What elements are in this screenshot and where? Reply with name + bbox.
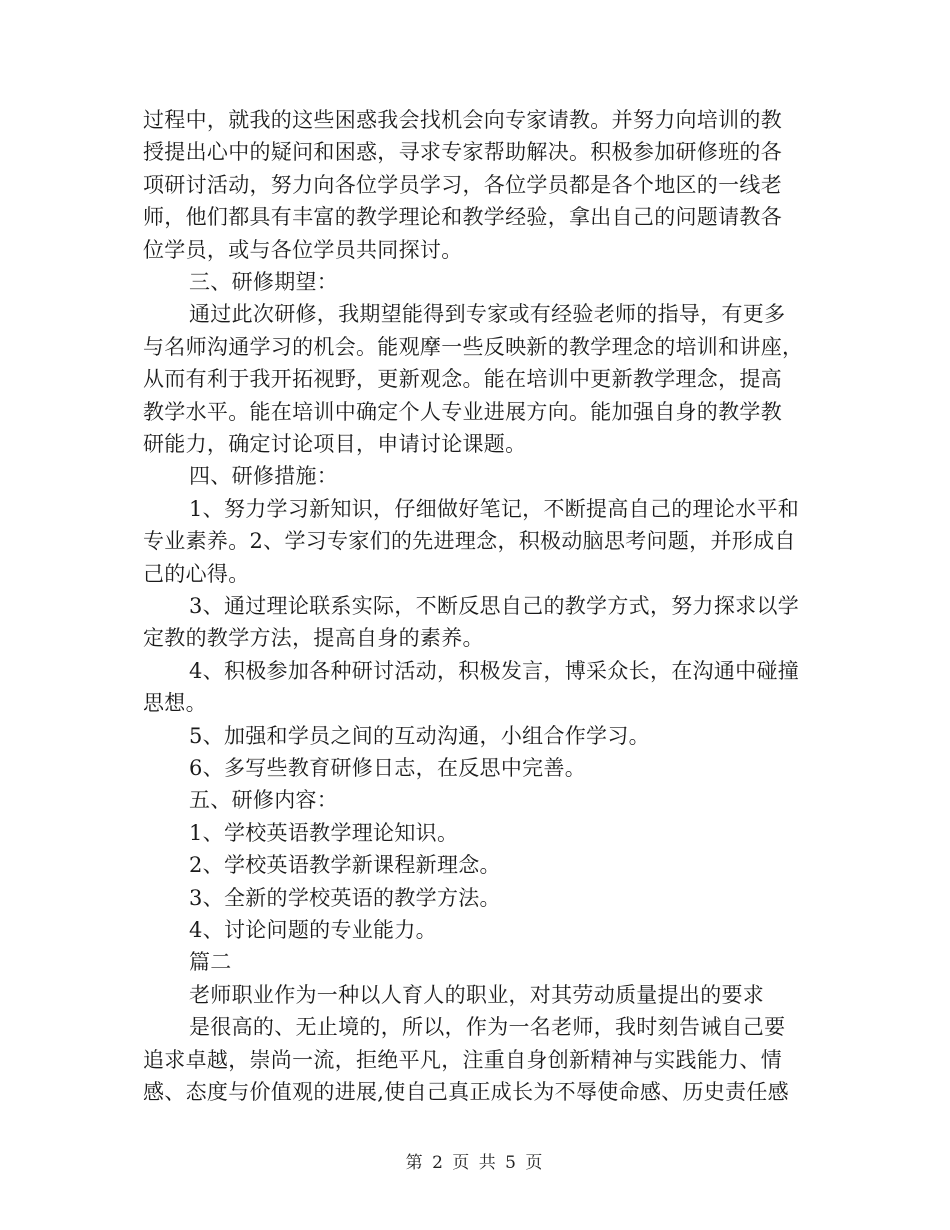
text-line: 2、学校英语教学新课程新理念。 bbox=[189, 853, 501, 878]
text-line: 5、加强和学员之间的互动沟通，小组合作学习。 bbox=[189, 723, 650, 748]
text-line: 4、讨论问题的专业能力。 bbox=[189, 918, 437, 942]
text-line: 追求卓越，崇尚一流，拒绝平凡，注重自身创新精神与实践能力、情 bbox=[143, 1047, 782, 1072]
page-number-footer: 第 2 页 共 5 页 bbox=[405, 1153, 545, 1173]
text-line: 与名师沟通学习的机会。能观摩一些反映新的教学理念的培训和讲座， bbox=[143, 334, 804, 359]
text-line: 己的心得。 bbox=[143, 561, 250, 586]
text-line: 是很高的、无止境的，所以，作为一名老师，我时刻告诫自己要 bbox=[189, 1015, 786, 1040]
section-heading: 四、研修措施： bbox=[189, 464, 339, 489]
text-line: 过程中，就我的这些困惑我会找机会向专家请教。并努力向培训的教 bbox=[143, 108, 782, 132]
text-line: 老师职业作为一种以人育人的职业，对其劳动质量提出的要求 bbox=[189, 982, 765, 1007]
section-heading: 五、研修内容： bbox=[189, 788, 339, 813]
text-line: 授提出心中的疑问和困惑，寻求专家帮助解决。积极参加研修班的各 bbox=[143, 140, 782, 165]
text-line: 1、学校英语教学理论知识。 bbox=[189, 820, 459, 845]
text-line: 从而有利于我开拓视野，更新观念。能在培训中更新教学理念，提高 bbox=[143, 367, 782, 392]
text-line: 4、积极参加各种研讨活动，积极发言，博采众长，在沟通中碰撞 bbox=[189, 658, 800, 683]
text-line: 项研讨活动，努力向各位学员学习，各位学员都是各个地区的一线老 bbox=[143, 172, 782, 197]
text-line: 思想。 bbox=[143, 691, 207, 716]
text-line: 专业素养。2、学习专家们的先进理念，积极动脑思考问题，并形成自 bbox=[143, 529, 796, 554]
text-line: 师，他们都具有丰富的教学理论和教学经验，拿出自己的问题请教各 bbox=[143, 205, 782, 230]
text-line: 感、态度与价值观的进展,使自己真正成长为不辱使命感、历史责任感 bbox=[143, 1080, 789, 1104]
text-line: 定教的教学方法，提高自身的素养。 bbox=[143, 626, 484, 651]
text-line: 教学水平。能在培训中确定个人专业进展方向。能加强自身的教学教 bbox=[143, 399, 782, 424]
text-line: 6、多写些教育研修日志，在反思中完善。 bbox=[189, 756, 587, 780]
text-line: 3、通过理论联系实际，不断反思自己的教学方式，努力探求以学 bbox=[189, 594, 800, 618]
text-line: 位学员，或与各位学员共同探讨。 bbox=[143, 237, 463, 262]
text-line: 通过此次研修，我期望能得到专家或有经验老师的指导，有更多 bbox=[189, 302, 786, 327]
text-line: 3、全新的学校英语的教学方法。 bbox=[189, 885, 501, 910]
text-line: 研能力，确定讨论项目，申请讨论课题。 bbox=[143, 432, 527, 456]
text-line: 1、努力学习新知识，仔细做好笔记，不断提高自己的理论水平和 bbox=[189, 496, 800, 521]
section-heading: 篇二 bbox=[189, 950, 232, 975]
section-heading: 三、研修期望： bbox=[189, 270, 339, 294]
